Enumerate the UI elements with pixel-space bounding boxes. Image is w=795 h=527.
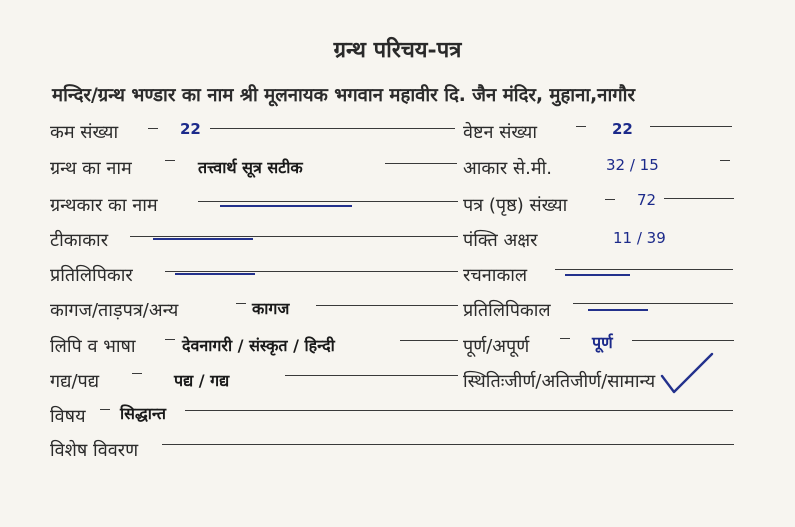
vishesh-label: विशेष विवरण	[50, 440, 139, 461]
sthiti-label: स्थितिःजीर्ण/अतिजीर्ण/सामान्य	[463, 371, 656, 392]
fill-line	[400, 340, 458, 341]
fill-line	[632, 340, 734, 341]
granth-naam-value: तत्त्वार्थ सूत्र सटीक	[198, 158, 303, 177]
fill-line	[316, 305, 458, 306]
fill-line	[210, 128, 455, 129]
pankti-akshar-label: पंक्ति अक्षर	[463, 230, 538, 251]
blue-blank-stroke	[175, 273, 255, 275]
blue-blank-stroke	[565, 274, 630, 276]
checkmark-icon	[660, 352, 715, 394]
gadya-padya-label: गद्य/पद्य	[50, 371, 100, 392]
card-title: ग्रन्थ परिचय-पत्र	[333, 37, 462, 63]
pankti-akshar-value: 11 / 39	[613, 229, 666, 247]
aakar-value: 32 / 15	[606, 156, 659, 174]
lipi-bhasha-value: देवनागरी / संस्कृत / हिन्दी	[182, 336, 335, 355]
dash	[560, 338, 570, 339]
poorn-value: पूर्ण	[592, 333, 613, 352]
lipi-bhasha-label: लिपि व भाषा	[50, 336, 136, 357]
fill-line	[285, 375, 458, 376]
fill-line	[385, 163, 457, 164]
rachnakaal-label: रचनाकाल	[463, 265, 528, 286]
pratilipikaal-label: प्रतिलिपिकाल	[463, 300, 551, 321]
fill-line	[664, 198, 734, 199]
fill-line	[650, 126, 732, 127]
poorn-label: पूर्ण/अपूर्ण	[463, 336, 530, 357]
dash	[132, 373, 142, 374]
dash	[576, 126, 586, 127]
granth-naam-label: ग्रन्थ का नाम	[50, 158, 132, 179]
blue-blank-stroke	[588, 309, 648, 311]
dash	[605, 199, 615, 200]
vishay-label: विषय	[50, 406, 86, 427]
patra-sankhya-label: पत्र (पृष्ठ) संख्या	[463, 195, 568, 216]
kagaj-label: कागज/ताड़पत्र/अन्य	[50, 300, 179, 321]
fill-line	[130, 236, 458, 237]
vishay-value: सिद्धान्त	[120, 404, 166, 423]
kram-sankhya-value: 22	[180, 120, 201, 138]
patra-sankhya-value: 72	[637, 191, 657, 209]
fill-line	[198, 201, 458, 202]
teekakar-label: टीकाकार	[50, 230, 109, 251]
kagaj-value: कागज	[252, 299, 290, 318]
fill-line	[165, 271, 458, 272]
granthkar-label: ग्रन्थकार का नाम	[50, 195, 158, 216]
dash	[148, 128, 158, 129]
dash	[100, 409, 110, 410]
dash	[165, 339, 175, 340]
pratilipikar-label: प्रतिलिपिकार	[50, 265, 133, 286]
dash	[165, 160, 175, 161]
blue-blank-stroke	[153, 238, 253, 240]
aakar-label: आकार से.मी.	[463, 158, 553, 179]
veshtan-sankhya-value: 22	[612, 120, 633, 138]
fill-line	[555, 269, 733, 270]
dash	[236, 303, 246, 304]
temple-name-line: मन्दिर/ग्रन्थ भण्डार का नाम श्री मूलनायक भगवान महावीर दि. जैन मंदिर, मुहाना,नागौर	[52, 85, 636, 106]
gadya-padya-value: पद्य / गद्य	[174, 371, 230, 390]
veshtan-sankhya-label: वेष्टन संख्या	[463, 122, 538, 143]
kram-sankhya-label: कम संख्या	[50, 122, 119, 143]
fill-line	[185, 410, 733, 411]
blue-blank-stroke	[220, 205, 352, 207]
fill-line	[162, 444, 734, 445]
fill-line	[573, 303, 733, 304]
dash	[720, 160, 730, 161]
